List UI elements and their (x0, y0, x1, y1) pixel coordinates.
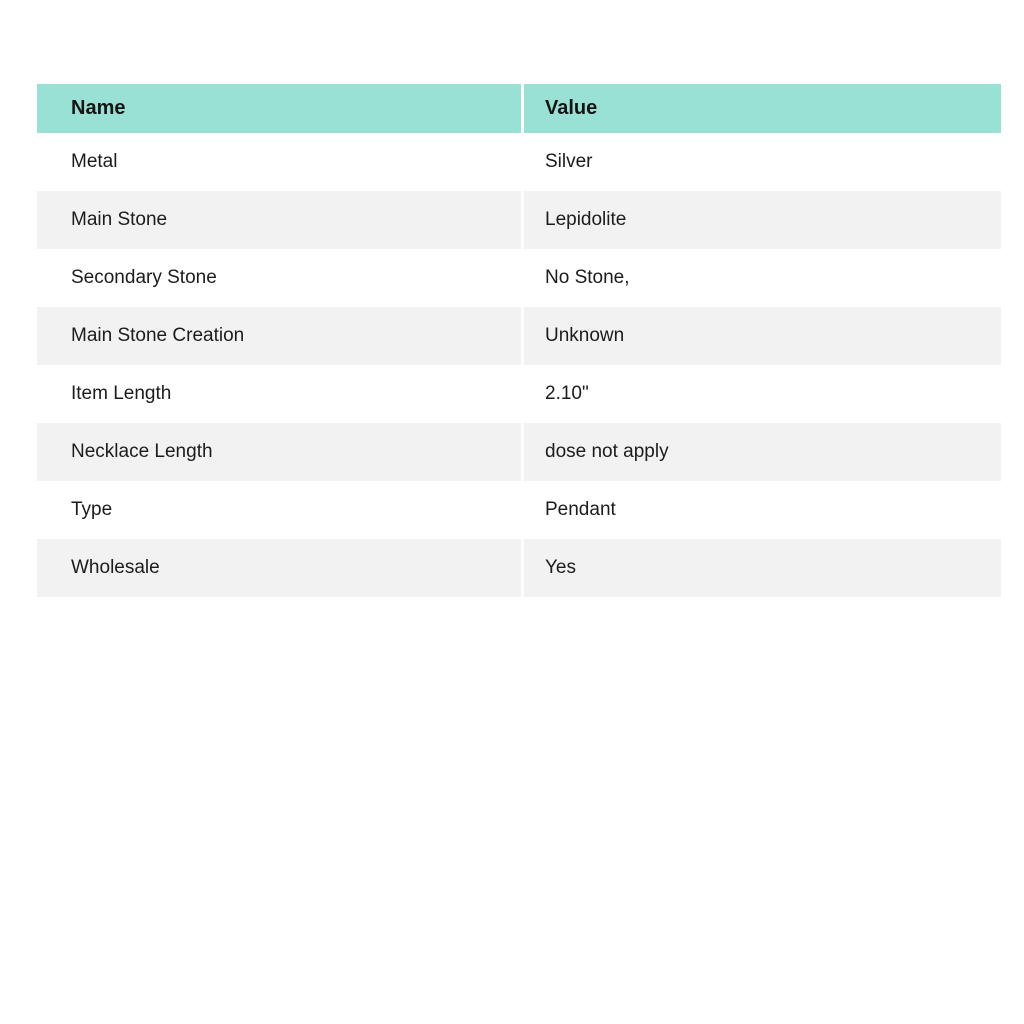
table-row (37, 365, 1001, 423)
spec-value-cell: 2.10" (524, 365, 1001, 423)
spec-name-cell: Item Length (37, 365, 524, 423)
spec-name-cell: Main Stone Creation (37, 307, 524, 365)
table-header-row (37, 84, 1001, 133)
spec-value-cell: Yes (524, 539, 1001, 597)
table-row (37, 307, 1001, 365)
spec-name-cell: Wholesale (37, 539, 524, 597)
header-cell-name: Name (37, 84, 524, 133)
table-row (37, 249, 1001, 307)
spec-value-cell: dose not apply (524, 423, 1001, 481)
table-row (37, 423, 1001, 481)
spec-value-cell: Unknown (524, 307, 1001, 365)
product-spec-table (37, 84, 1001, 597)
spec-value-cell: Lepidolite (524, 191, 1001, 249)
spec-name-cell: Main Stone (37, 191, 524, 249)
spec-value-cell: Silver (524, 133, 1001, 191)
table-row (37, 481, 1001, 539)
table-row (37, 191, 1001, 249)
header-cell-value: Value (524, 84, 1001, 133)
spec-name-cell: Metal (37, 133, 524, 191)
table-row (37, 539, 1001, 597)
spec-name-cell: Secondary Stone (37, 249, 524, 307)
spec-value-cell: No Stone, (524, 249, 1001, 307)
spec-value-cell: Pendant (524, 481, 1001, 539)
table-body (37, 133, 1001, 597)
spec-name-cell: Necklace Length (37, 423, 524, 481)
table-row (37, 133, 1001, 191)
spec-name-cell: Type (37, 481, 524, 539)
